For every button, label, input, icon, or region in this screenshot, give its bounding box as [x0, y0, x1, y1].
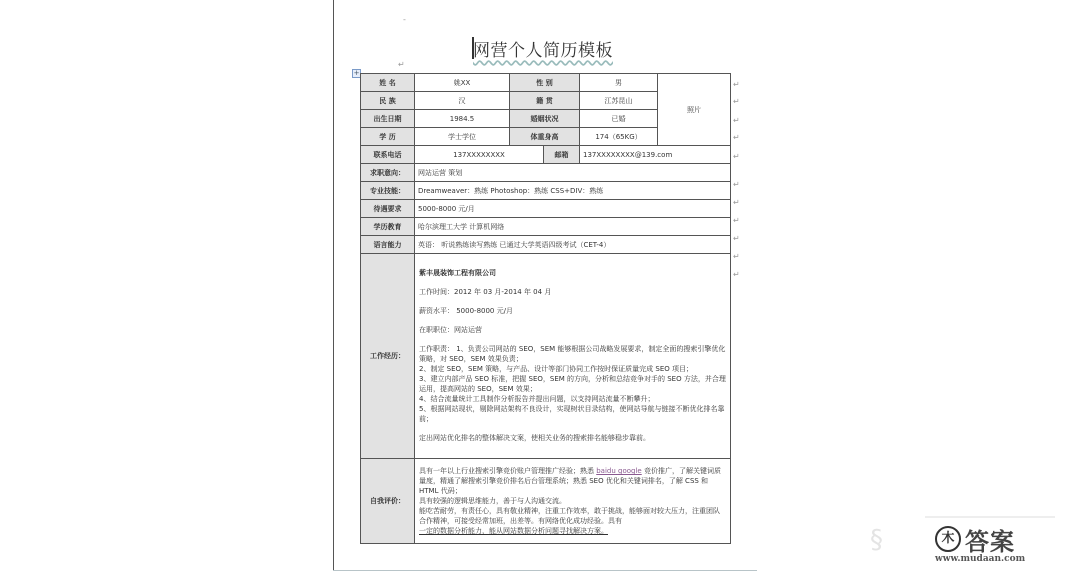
experience-content[interactable]	[415, 254, 731, 459]
self-eval-line: 具有一年以上行业搜索引擎竞价账户管理推广经验；熟悉 baidu google 竞价推广，了解关键词质量度，精通了解搜索引擎竞价排名后台管理系统；熟悉 SEO 优化和关键词排名，了解 CSS 和 HTML 代码；	[419, 467, 721, 495]
degree-value[interactable]: 学士学位	[415, 128, 510, 146]
row-self-eval	[361, 459, 731, 544]
hometown-value[interactable]: 江苏昆山	[580, 92, 658, 110]
duty-item: 2、制定 SEO，SEM 策略，与产品、设计等部门协同工作按时保证质量完成 SEO 项目；	[419, 364, 694, 373]
name-label: 姓 名	[361, 74, 415, 92]
self-eval-line: 一定的数据分析能力，能从网站数据分析问题寻找解决方案。	[419, 527, 608, 535]
ethnic-label: 民 族	[361, 92, 415, 110]
work-summary: 定出网站优化排名的整体解决文案，使相关业务的搜索排名能够稳步靠前。	[419, 433, 650, 442]
header-marker: -	[403, 15, 406, 24]
site-watermark	[935, 522, 1045, 572]
body-label: 体重身高	[510, 128, 580, 146]
email-label: 邮箱	[544, 146, 580, 164]
watermark-line	[925, 516, 1055, 518]
watermark-swirl-icon: §	[870, 525, 883, 555]
page-bottom-edge	[333, 570, 757, 571]
skills-label: 专业技能：	[361, 182, 415, 200]
row-end-mark: ↵	[733, 133, 740, 142]
phone-label: 联系电话	[361, 146, 415, 164]
email-value[interactable]: 137XXXXXXXX@139.com	[580, 146, 731, 164]
degree-label: 学 历	[361, 128, 415, 146]
row-language	[361, 236, 731, 254]
salary-value[interactable]: 5000-8000 元/月	[415, 200, 731, 218]
job-intent-label: 求职意向：	[361, 164, 415, 182]
row-end-mark: ↵	[733, 116, 740, 125]
row-name	[361, 74, 731, 92]
self-eval-line: 具有较强的逻辑思维能力，善于与人沟通交流。	[419, 497, 566, 505]
hometown-label: 籍 贯	[510, 92, 580, 110]
marital-label: 婚姻状况	[510, 110, 580, 128]
phone-value[interactable]: 137XXXXXXXX	[415, 146, 544, 164]
search-engine-link[interactable]: baidu google	[596, 467, 642, 475]
self-eval-line: 能吃苦耐劳，有责任心，具有敬业精神，注重工作效率，敢于挑战，能够面对较大压力，注重团队合作精神，可接受经常加班，出差等。有网络优化成功经验。具有	[419, 507, 720, 525]
self-eval-content[interactable]	[415, 459, 731, 544]
experience-label: 工作经历：	[361, 254, 415, 459]
gender-value[interactable]: 男	[580, 74, 658, 92]
row-salary	[361, 200, 731, 218]
skills-value[interactable]: Dreamweaver：熟练 Photoshop：熟练 CSS+DIV：熟练	[415, 182, 731, 200]
language-value[interactable]: 英语： 听说熟练读写熟练 已通过大学英语四级考试（CET-4）	[415, 236, 731, 254]
salary-label: 待遇要求	[361, 200, 415, 218]
row-skills	[361, 182, 731, 200]
duty-item: 工作职责： 1、负责公司网站的 SEO，SEM 能够根据公司战略发展要求，制定全面的搜索引擎优化策略，对 SEO，SEM 效果负责；	[419, 344, 726, 363]
duty-item: 3、建立内部产品 SEO 标准，把握 SEO，SEM 的方向，分析和总结竞争对手的 SEO 方法，并合理运用，提高网站的 SEO，SEM 效果；	[419, 374, 726, 393]
row-end-mark: ↵	[733, 252, 740, 261]
self-eval-label: 自我评价：	[361, 459, 415, 544]
row-end-mark: ↵	[733, 97, 740, 106]
row-end-mark: ↵	[733, 216, 740, 225]
document-title[interactable]: 网营个人简历模板	[473, 41, 613, 61]
paragraph-mark: ↵	[398, 60, 405, 69]
school-value[interactable]: 哈尔滨理工大学 计算机网络	[415, 218, 731, 236]
marital-value[interactable]: 已婚	[580, 110, 658, 128]
row-end-mark: ↵	[733, 152, 740, 161]
row-end-mark: ↵	[733, 234, 740, 243]
school-label: 学历教育	[361, 218, 415, 236]
row-end-mark: ↵	[733, 198, 740, 207]
language-label: 语言能力	[361, 236, 415, 254]
watermark-url: www.mudaan.com	[935, 554, 1026, 564]
name-value[interactable]: 姚XX	[415, 74, 510, 92]
row-school	[361, 218, 731, 236]
row-end-mark: ↵	[733, 270, 740, 279]
row-job-intent	[361, 164, 731, 182]
row-contact	[361, 146, 731, 164]
watermark-logo-icon: 木	[935, 526, 961, 552]
work-pay: 薪资水平： 5000-8000 元/月	[419, 306, 513, 315]
row-end-mark: ↵	[733, 180, 740, 189]
company-name: 紫丰晟装饰工程有限公司	[419, 268, 496, 277]
work-period: 工作时间：2012 年 03 月-2014 年 04 月	[419, 287, 552, 296]
duty-item: 5、根据网站现状，剔除网站架构不良设计，实现树状目录结构，使网站导航与链接不断优化排名靠前；	[419, 404, 725, 423]
body-value[interactable]: 174（65KG）	[580, 128, 658, 146]
photo-cell[interactable]: 照片	[658, 74, 731, 146]
watermark-text: 答案	[965, 528, 1015, 556]
duty-item: 4、结合流量统计工具制作分析报告并提出问题，以支持网站流量不断攀升；	[419, 394, 655, 403]
job-intent-value[interactable]: 网站运营 策划	[415, 164, 731, 182]
gender-label: 性 别	[510, 74, 580, 92]
work-position: 在职职位：网站运营	[419, 325, 482, 334]
birth-label: 出生日期	[361, 110, 415, 128]
resume-table	[360, 73, 731, 544]
row-experience	[361, 254, 731, 459]
table-move-handle-icon[interactable]: +	[353, 69, 360, 77]
ethnic-value[interactable]: 汉	[415, 92, 510, 110]
birth-value[interactable]: 1984.5	[415, 110, 510, 128]
row-end-mark: ↵	[733, 80, 740, 89]
